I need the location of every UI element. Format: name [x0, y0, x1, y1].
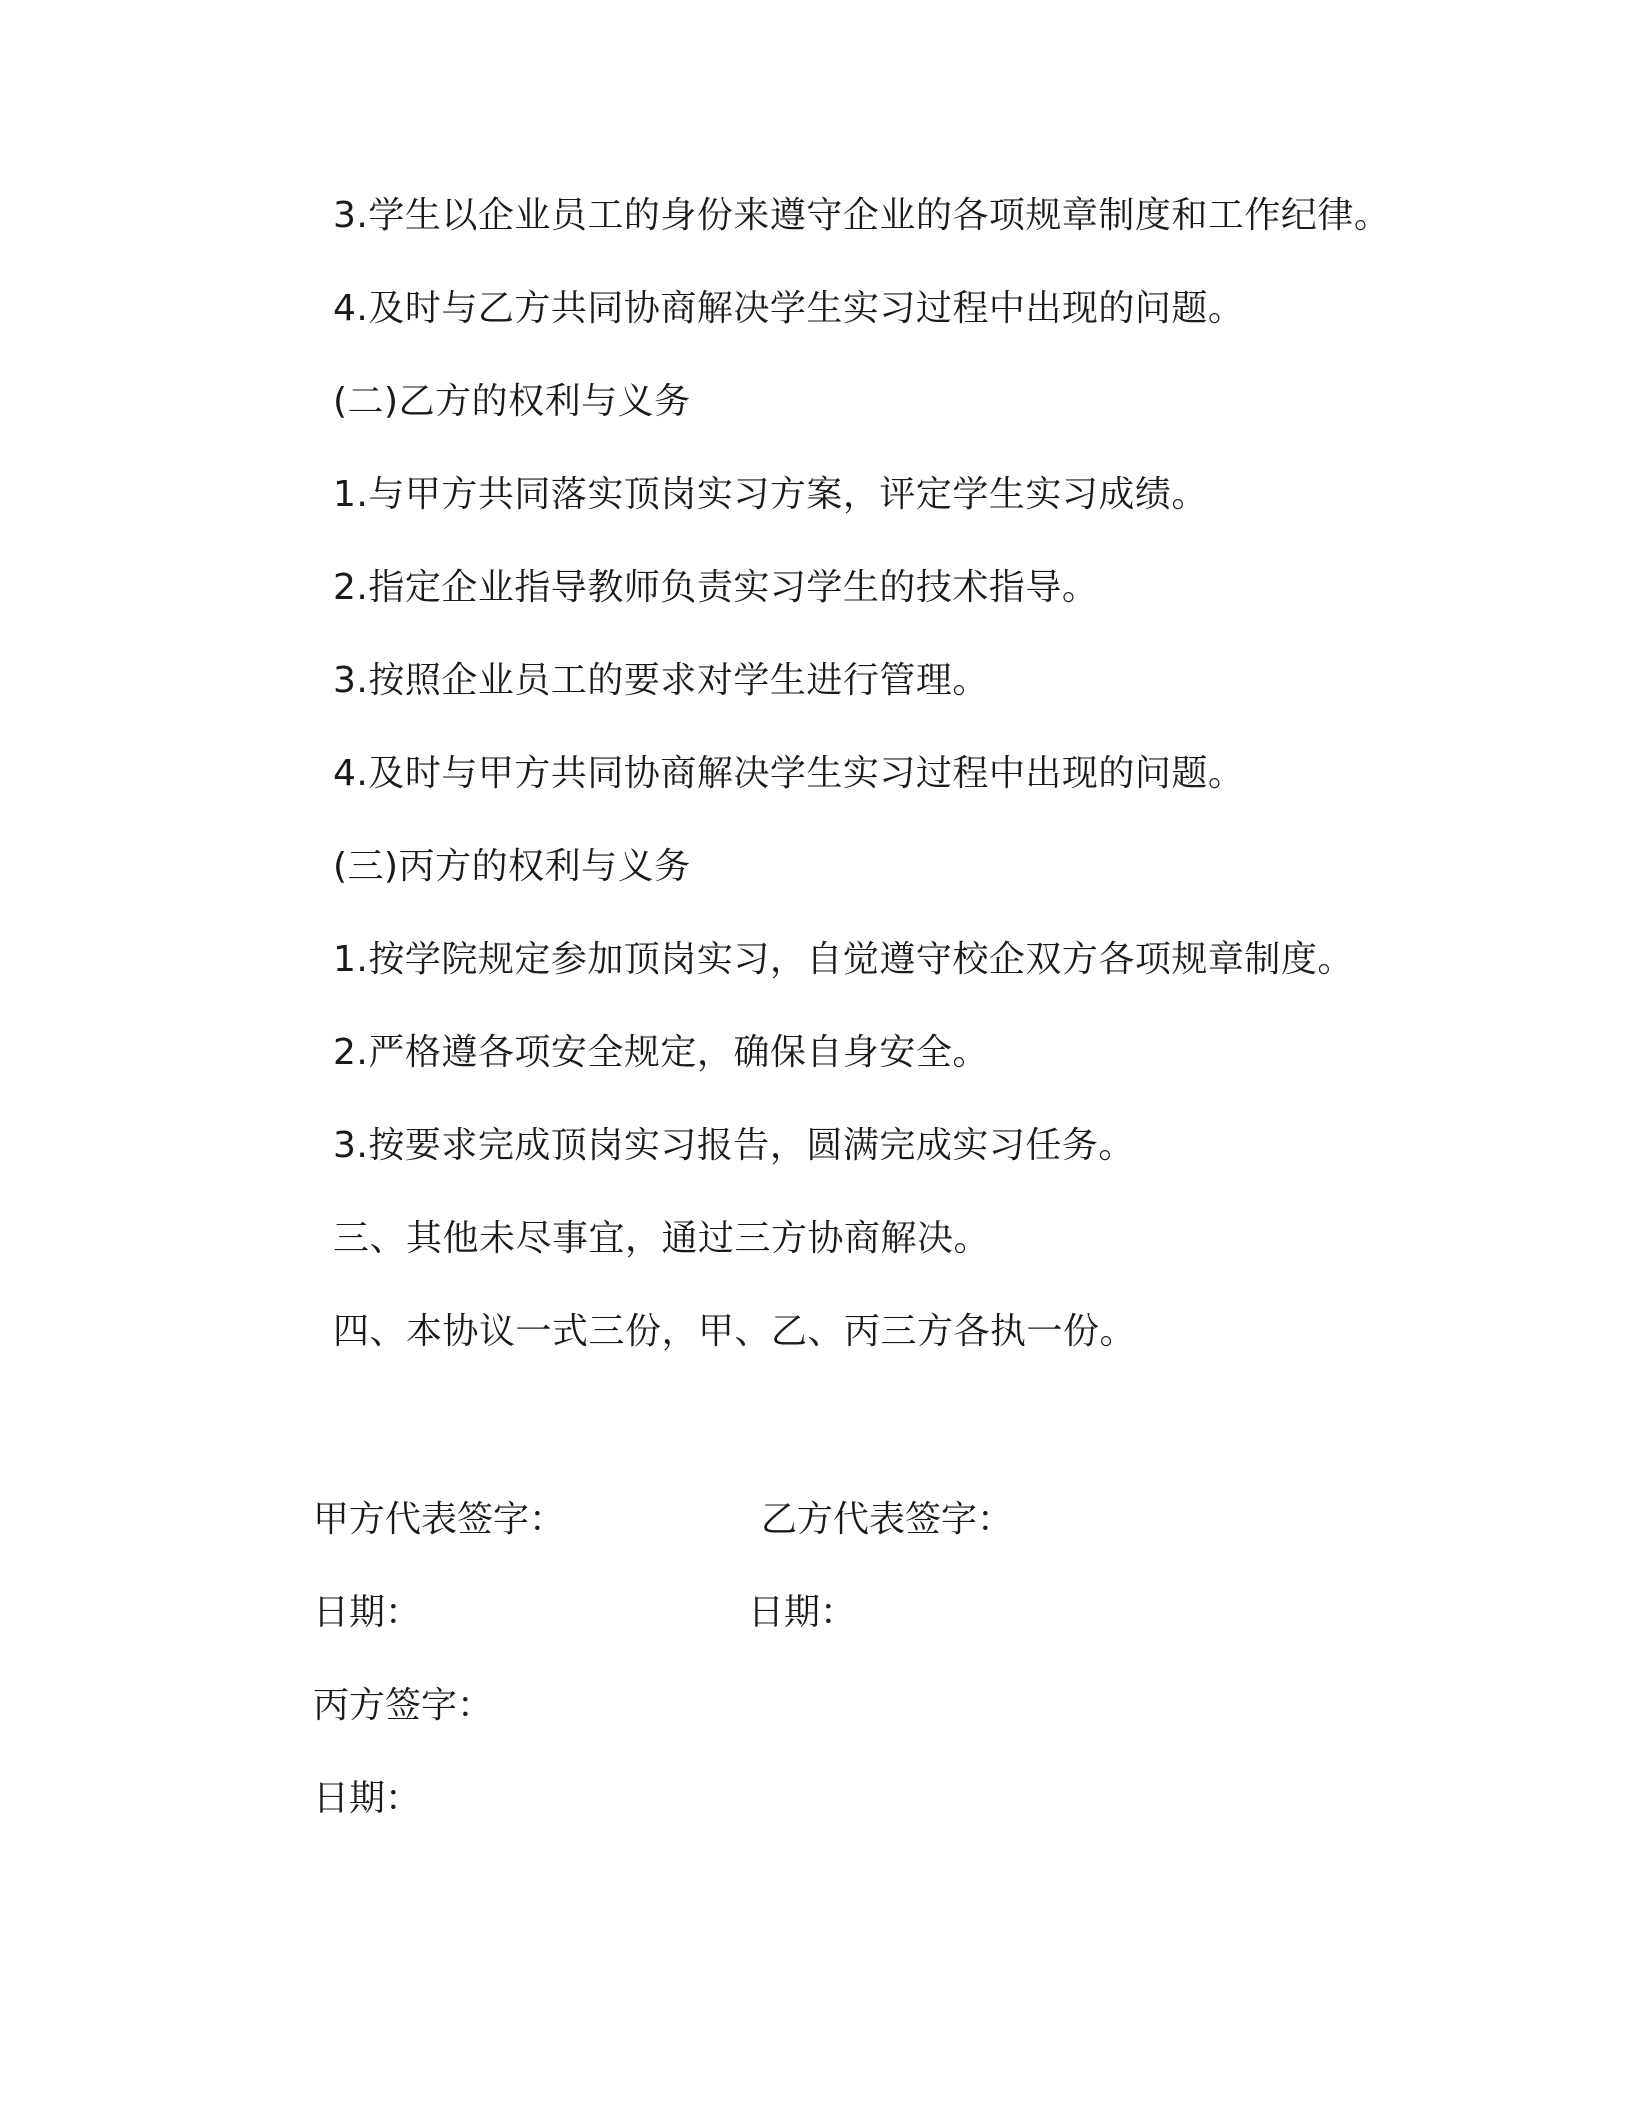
article-line: 四、本协议一式三份，甲、乙、丙三方各执一份。 — [333, 1311, 1137, 1352]
party-b-signature-label: 乙方代表签字： — [761, 1499, 1014, 1540]
party-c-signature-label: 丙方签字： — [313, 1685, 494, 1726]
party-c-date-label: 日期： — [313, 1778, 422, 1819]
signature-block — [313, 1490, 1413, 1862]
clause-line: 3.按要求完成顶岗实习报告，圆满完成实习任务。 — [333, 1125, 1135, 1166]
clause-line: 2.指定企业指导教师负责实习学生的技术指导。 — [333, 567, 1099, 608]
section-heading: (三)丙方的权利与义务 — [333, 846, 691, 887]
signature-row-2 — [313, 1583, 1413, 1676]
agreement-clauses — [333, 186, 1553, 1395]
clause-line: 1.按学院规定参加顶岗实习，自觉遵守校企双方各项规章制度。 — [333, 939, 1354, 980]
article-line: 三、其他未尽事宜，通过三方协商解决。 — [333, 1218, 991, 1259]
clause-line: 3.学生以企业员工的身份来遵守企业的各项规章制度和工作纪律。 — [333, 195, 1391, 236]
clause-line: 1.与甲方共同落实顶岗实习方案，评定学生实习成绩。 — [333, 474, 1208, 515]
clause-line: 3.按照企业员工的要求对学生进行管理。 — [333, 660, 989, 701]
signature-row-4 — [313, 1769, 1413, 1862]
party-a-date-label: 日期： — [313, 1592, 422, 1633]
clause-line: 4.及时与甲方共同协商解决学生实习过程中出现的问题。 — [333, 753, 1245, 794]
signature-row-3 — [313, 1676, 1413, 1769]
party-a-signature-label: 甲方代表签字： — [313, 1499, 566, 1540]
signature-row-1 — [313, 1490, 1413, 1583]
clause-line: 4.及时与乙方共同协商解决学生实习过程中出现的问题。 — [333, 288, 1245, 329]
party-b-date-label: 日期： — [748, 1592, 857, 1633]
section-heading: (二)乙方的权利与义务 — [333, 381, 691, 422]
clause-line: 2.严格遵各项安全规定，确保自身安全。 — [333, 1032, 989, 1073]
